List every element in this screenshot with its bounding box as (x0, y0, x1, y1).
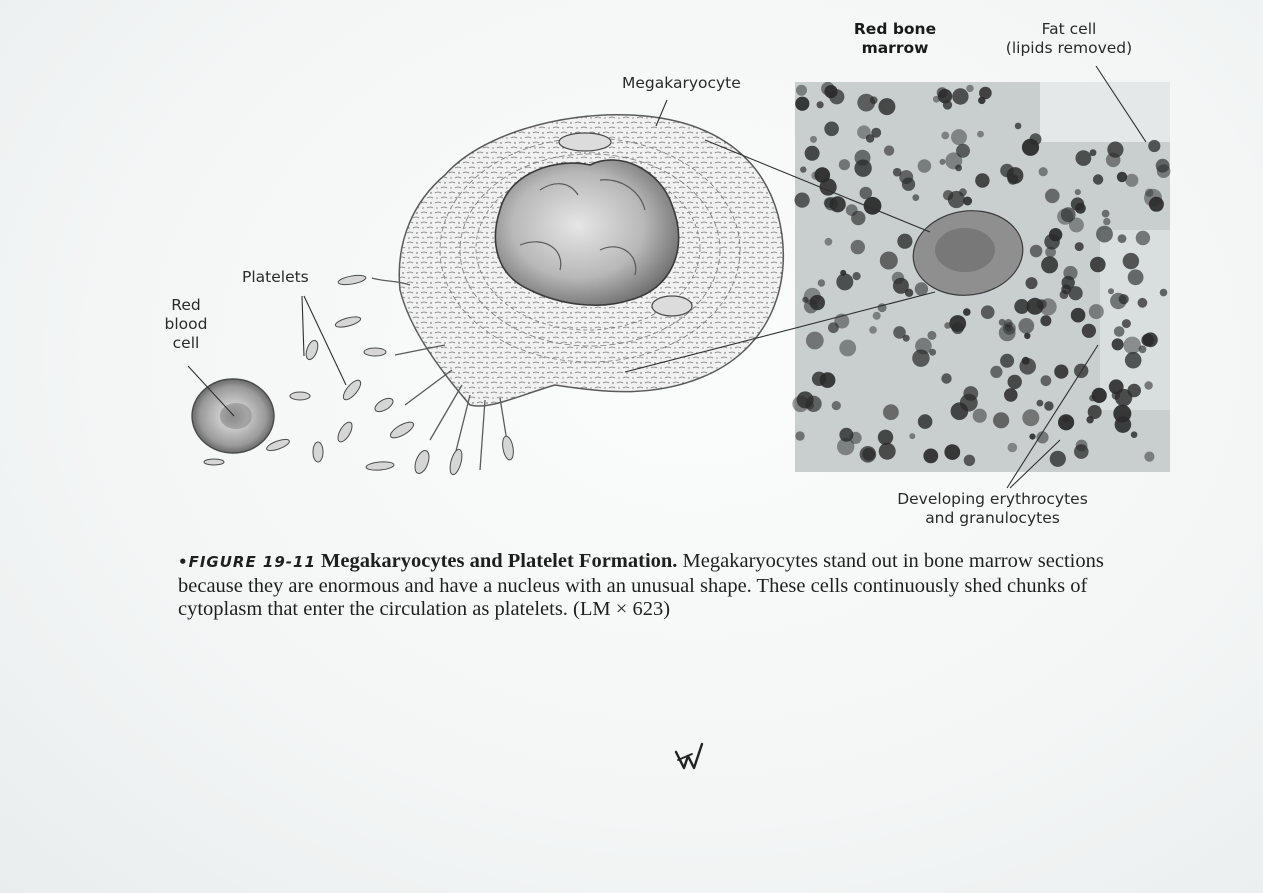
stain-dot (940, 159, 946, 165)
stain-dot (999, 319, 1006, 326)
stain-dot (1112, 338, 1124, 350)
stain-dot (1075, 242, 1084, 251)
stain-dot (804, 299, 818, 313)
stain-dot (1122, 319, 1131, 328)
figure-caption (178, 550, 1153, 622)
stain-dot (1018, 318, 1034, 334)
stain-dot (1022, 409, 1039, 426)
stain-dot (795, 193, 810, 208)
stain-dot (923, 449, 938, 464)
stain-dot (941, 132, 949, 140)
stain-dot (805, 146, 820, 161)
stain-dot (1136, 231, 1150, 245)
stain-dot (951, 129, 967, 145)
megakaryocyte-label: Megakaryocyte (622, 74, 741, 92)
stain-dot (956, 144, 970, 158)
stain-dot (1139, 345, 1147, 353)
stain-dot (1114, 326, 1125, 337)
stain-dot (902, 178, 915, 191)
stain-dot (818, 279, 825, 286)
stain-dot (973, 409, 987, 423)
megakaryocyte-drawing (372, 115, 783, 470)
stain-dot (941, 373, 951, 383)
stain-dot (836, 273, 853, 290)
stain-dot (1071, 308, 1086, 323)
stain-dot (1096, 226, 1113, 243)
stain-dot (1029, 434, 1035, 440)
stain-dot (1058, 414, 1074, 430)
stain-dot (1000, 354, 1014, 368)
red-blood-cell-label (152, 296, 220, 353)
stain-dot (897, 234, 912, 249)
stain-dot (979, 87, 992, 100)
stain-dot (796, 85, 807, 96)
stain-dot (1071, 197, 1084, 210)
stain-dot (1015, 123, 1022, 130)
red-blood-cell-label-line1: Red (171, 296, 201, 314)
stain-dot (1115, 389, 1132, 406)
bone-marrow-micrograph (792, 82, 1170, 472)
stain-dot (1022, 139, 1039, 156)
stain-dot (824, 122, 839, 137)
stain-dot (1089, 304, 1104, 319)
stain-dot (1108, 288, 1114, 294)
stain-dot (959, 188, 967, 196)
stain-dot (912, 350, 929, 367)
stain-dot (839, 159, 850, 170)
red-blood-cell-label-line2: blood (164, 315, 208, 333)
stain-dot (1005, 324, 1013, 332)
stain-dot (1102, 210, 1110, 218)
stain-dot (840, 270, 846, 276)
figure-title: Megakaryocytes and Platelet Formation. (321, 550, 678, 572)
stain-dot (1144, 452, 1154, 462)
stain-dot (1014, 299, 1029, 314)
stain-dot (805, 396, 821, 412)
figure-caption-body: Megakaryocytes stand out in bone marrow sections because they are enormous and have a nucleus with an unusual shape. These cells continuously shed chunks of cytoplasm that enter the circulation as platelets. (LM × 623) (178, 550, 1104, 620)
stain-dot (1123, 337, 1141, 355)
stain-dot (963, 197, 972, 206)
stain-dot (1125, 352, 1142, 369)
stain-dot (873, 312, 881, 320)
fat-cell-label-line1: Fat cell (1041, 20, 1097, 38)
stain-dot (851, 240, 865, 254)
red-bone-marrow-label-line1: Red bone (853, 20, 937, 38)
stain-dot (871, 128, 881, 138)
stain-dot (903, 335, 910, 342)
developing-cells-label-line2: and granulocytes (925, 509, 1060, 527)
stain-dot (964, 455, 975, 466)
platelets-label: Platelets (242, 268, 309, 286)
stain-dot (839, 428, 853, 442)
stain-dot (1074, 444, 1089, 459)
developing-cells-label (855, 490, 1130, 528)
figure-number: •FIGURE 19-11 (178, 553, 316, 571)
stain-dot (878, 430, 893, 445)
stain-dot (892, 272, 904, 284)
stain-dot (1026, 277, 1038, 289)
stain-dot (1149, 197, 1164, 212)
red-blood-cell-label-line3: cell (172, 334, 200, 352)
stain-dot (820, 372, 836, 388)
stain-dot (1008, 375, 1022, 389)
stain-dot (1040, 298, 1057, 315)
stain-dot (853, 272, 861, 280)
stain-dot (915, 282, 928, 295)
stain-dot (949, 315, 966, 332)
stain-dot (1057, 209, 1073, 225)
stain-dot (880, 252, 898, 270)
stain-dot (851, 211, 865, 225)
stain-dot (1131, 431, 1138, 438)
stain-dot (943, 100, 952, 109)
stain-dot (824, 198, 834, 208)
stain-dot (909, 433, 915, 439)
stain-dot (870, 96, 878, 104)
stain-dot (1088, 405, 1102, 419)
stain-dot (829, 89, 844, 104)
stain-dot (811, 171, 819, 179)
stain-dot (1054, 365, 1068, 379)
stain-dot (1041, 256, 1058, 273)
stain-dot (963, 308, 971, 316)
stain-dot (918, 159, 932, 173)
stain-dot (977, 131, 984, 138)
stain-dot (1103, 218, 1110, 225)
stain-dot (1144, 381, 1152, 389)
stain-dot (869, 326, 877, 334)
stain-dot (800, 166, 806, 172)
stain-dot (966, 85, 973, 92)
stain-dot (1143, 332, 1158, 347)
stain-dot (806, 332, 824, 350)
red-bone-marrow-label-line2: marrow (861, 39, 929, 57)
stain-dot (1089, 395, 1096, 402)
stain-dot (1123, 253, 1139, 269)
stain-dot (955, 165, 962, 172)
stain-dot (1050, 451, 1066, 467)
stain-dot (860, 187, 873, 200)
stain-dot (857, 125, 871, 139)
stain-dot (1037, 400, 1044, 407)
fat-cell-label (980, 20, 1158, 58)
stain-dot (1062, 276, 1075, 289)
stain-dot (860, 446, 877, 463)
stain-dot (918, 414, 933, 429)
stain-dot (990, 366, 1002, 378)
stain-dot (1138, 298, 1148, 308)
stain-dot (1118, 234, 1127, 243)
stain-dot (1160, 289, 1168, 297)
handwritten-check-mark (672, 740, 706, 774)
stain-dot (878, 98, 895, 115)
stain-dot (1148, 140, 1160, 152)
stain-dot (1110, 293, 1126, 309)
stain-dot (883, 404, 899, 420)
stain-dot (884, 145, 894, 155)
stain-dot (855, 150, 871, 166)
stain-dot (943, 190, 953, 200)
red-bone-marrow-label (835, 20, 955, 58)
stain-dot (975, 173, 989, 187)
stain-dot (981, 305, 995, 319)
stain-dot (839, 340, 856, 357)
stain-dot (879, 443, 896, 460)
stain-dot (1039, 167, 1048, 176)
stain-dot (1113, 405, 1131, 423)
stain-dot (1128, 269, 1144, 285)
stain-dot (810, 136, 817, 143)
stain-dot (1076, 150, 1092, 166)
stain-dot (927, 331, 936, 340)
stain-dot (1008, 443, 1018, 453)
stain-dot (993, 412, 1009, 428)
stain-dot (952, 88, 968, 104)
stain-dot (1107, 142, 1123, 158)
stain-dot (1075, 189, 1081, 195)
stain-dot (1040, 315, 1051, 326)
stain-dot (1030, 245, 1043, 258)
stain-dot (960, 394, 978, 412)
stain-dot (1082, 324, 1096, 338)
stain-dot (1022, 357, 1030, 365)
developing-cells-label-line1: Developing erythrocytes (897, 490, 1088, 508)
stain-dot (1041, 375, 1052, 386)
stain-dot (944, 444, 960, 460)
stain-dot (1008, 174, 1019, 185)
stain-dot (1049, 228, 1062, 241)
stain-dot (832, 401, 841, 410)
stain-dot (1045, 189, 1060, 204)
stain-dot (817, 101, 824, 108)
stain-dot (795, 97, 809, 111)
fat-cell-label-line2: (lipids removed) (1005, 39, 1133, 57)
stain-dot (1090, 257, 1106, 273)
stain-dot (929, 349, 936, 356)
stain-dot (912, 194, 919, 201)
stain-dot (1044, 401, 1053, 410)
stain-dot (1060, 290, 1069, 299)
red-blood-cell-drawing (192, 379, 274, 453)
stain-dot (1024, 333, 1030, 339)
stain-dot (1004, 388, 1018, 402)
stain-dot (1156, 159, 1170, 173)
stain-dot (825, 238, 833, 246)
stain-dot (1093, 174, 1103, 184)
stain-dot (933, 96, 940, 103)
stain-dot (1125, 174, 1138, 187)
stain-dot (795, 431, 804, 440)
stain-dot (944, 322, 951, 329)
